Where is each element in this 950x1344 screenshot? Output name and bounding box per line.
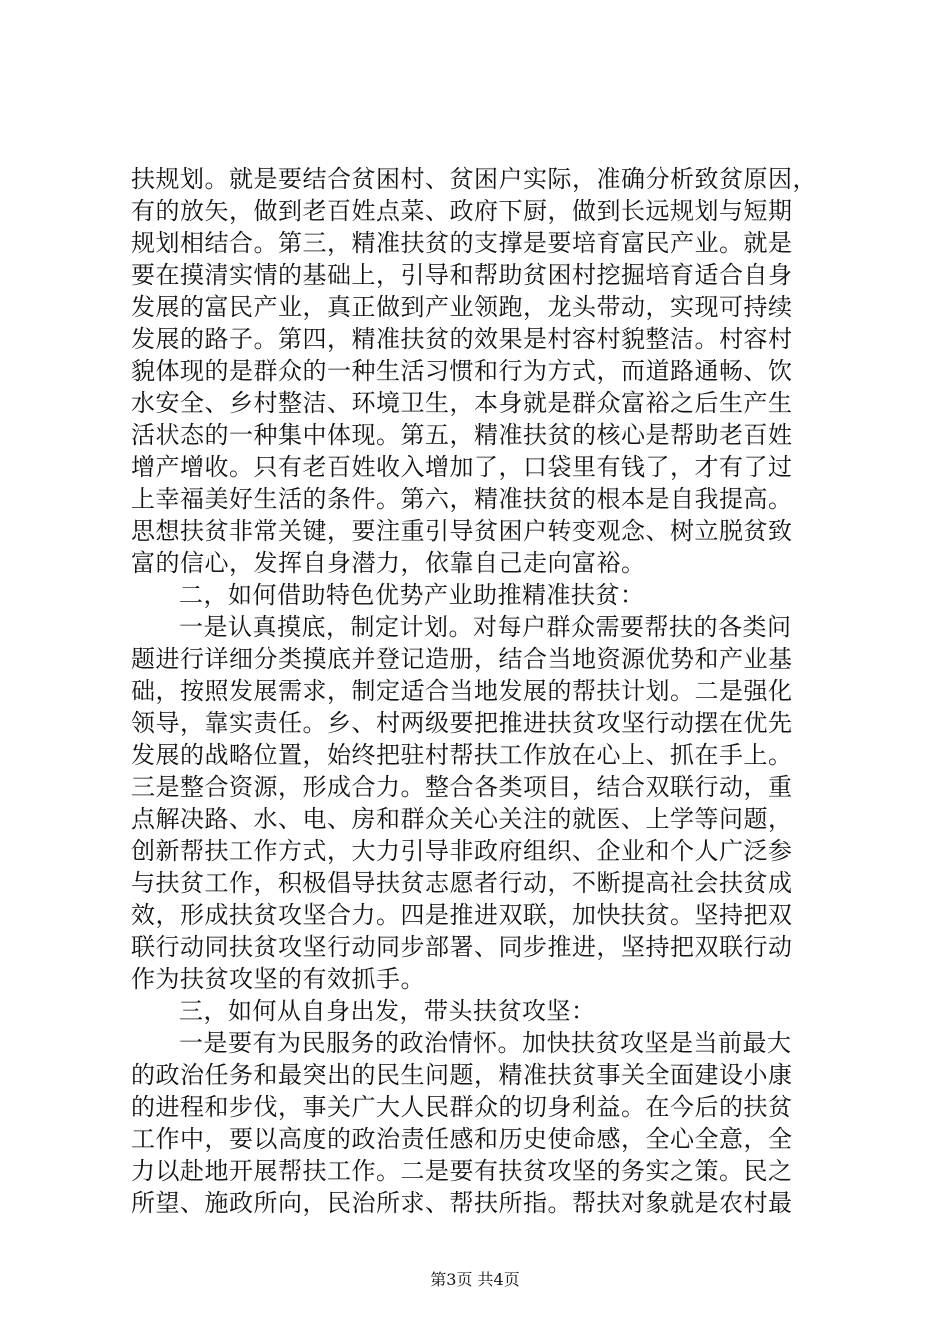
text-line: 题进行详细分类摸底并登记造册，结合当地资源优势和产业基: [131, 645, 793, 673]
text-line: 力以赴地开展帮扶工作。二是要有扶贫攻坚的务实之策。民之: [131, 1157, 793, 1185]
text-line: 作为扶贫攻坚的有效抓手。: [131, 965, 425, 993]
text-line: 增产增收。只有老百姓收入增加了，口袋里有钱了，才有了过: [131, 453, 793, 481]
text-line: 的进程和步伐，事关广大人民群众的切身利益。在今后的扶贫: [131, 1093, 793, 1121]
text-line: 的政治任务和最突出的民生问题，精准扶贫事关全面建设小康: [131, 1061, 793, 1089]
text-line: 联行动同扶贫攻坚行动同步部署、同步推进，坚持把双联行动: [131, 933, 793, 961]
text-line: 思想扶贫非常关键，要注重引导贫困户转变观念、树立脱贫致: [131, 517, 793, 545]
text-line: 发展的战略位置，始终把驻村帮扶工作放在心上、抓在手上。: [131, 741, 793, 769]
text-line: 领导，靠实责任。乡、村两级要把推进扶贫攻坚行动摆在优先: [131, 709, 793, 737]
section-heading: 三，如何从自身出发，带头扶贫攻坚：: [179, 997, 596, 1025]
text-line: 有的放矢，做到老百姓点菜、政府下厨，做到长远规划与短期: [131, 197, 793, 225]
text-line: 水安全、乡村整洁、环境卫生，本身就是群众富裕之后生产生: [131, 389, 793, 417]
document-body: [131, 163, 831, 1219]
text-line: 三是整合资源，形成合力。整合各类项目，结合双联行动，重: [131, 773, 793, 801]
text-line: 效，形成扶贫攻坚合力。四是推进双联，加快扶贫。坚持把双: [131, 901, 793, 929]
text-line: 发展的富民产业，真正做到产业领跑，龙头带动，实现可持续: [131, 293, 793, 321]
paragraph-start-line: 一是要有为民服务的政治情怀。加快扶贫攻坚是当前最大: [179, 1029, 792, 1057]
text-line: 要在摸清实情的基础上，引导和帮助贫困村挖掘培育适合自身: [131, 261, 793, 289]
text-line: 规划相结合。第三，精准扶贫的支撑是要培育富民产业。就是: [131, 229, 793, 257]
text-line: 创新帮扶工作方式，大力引导非政府组织、企业和个人广泛参: [131, 837, 793, 865]
text-line: 发展的路子。第四，精准扶贫的效果是村容村貌整洁。村容村: [131, 325, 793, 353]
text-line: 貌体现的是群众的一种生活习惯和行为方式，而道路通畅、饮: [131, 357, 793, 385]
text-line: 与扶贫工作，积极倡导扶贫志愿者行动，不断提高社会扶贫成: [131, 869, 793, 897]
text-line: 富的信心，发挥自身潜力，依靠自己走向富裕。: [131, 549, 646, 577]
text-line: 上幸福美好生活的条件。第六，精准扶贫的根本是自我提高。: [131, 485, 793, 513]
text-line: 所望、施政所向，民治所求、帮扶所指。帮扶对象就是农村最: [131, 1189, 793, 1217]
text-line: 扶规划。就是要结合贫困村、贫困户实际，准确分析致贫原因，: [131, 165, 817, 193]
section-heading: 二，如何借助特色优势产业助推精准扶贫：: [179, 581, 645, 609]
text-line: 工作中，要以高度的政治责任感和历史使命感，全心全意，全: [131, 1125, 793, 1153]
paragraph-start-line: 一是认真摸底，制定计划。对每户群众需要帮扶的各类问: [179, 613, 792, 641]
page-number-footer: 第3页 共4页: [430, 1270, 520, 1289]
text-line: 础，按照发展需求，制定适合当地发展的帮扶计划。二是强化: [131, 677, 793, 705]
text-line: 点解决路、水、电、房和群众关心关注的就医、上学等问题，: [131, 805, 793, 833]
text-line: 活状态的一种集中体现。第五，精准扶贫的核心是帮助老百姓: [131, 421, 793, 449]
